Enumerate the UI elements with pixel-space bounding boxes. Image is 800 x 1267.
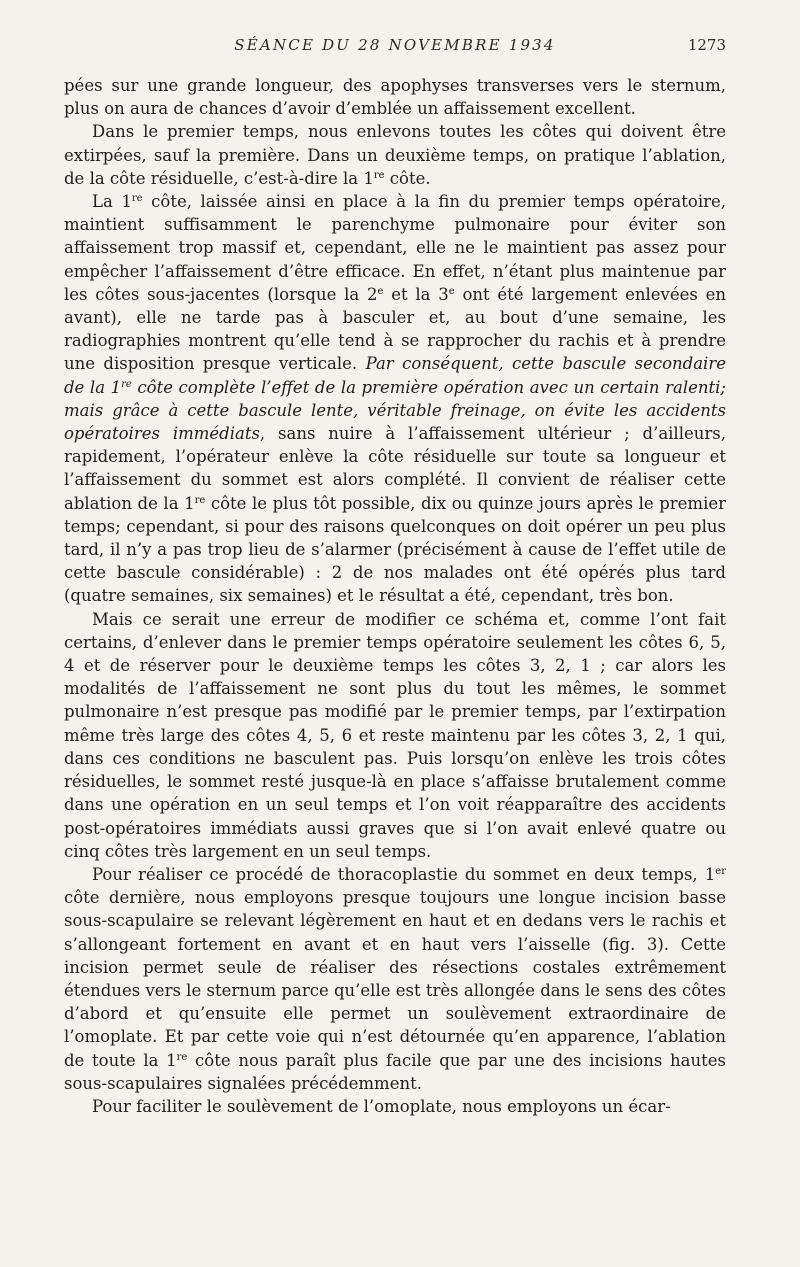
ordinal-superscript: e bbox=[448, 285, 455, 297]
running-title: SÉANCE DU 28 NOVEMBRE 1934 bbox=[234, 36, 556, 54]
text-run: pées sur une grande longueur, des apophyses transverses vers le sternum, plus on aura de chances d’avoir d’emblée un affaissement excellent. bbox=[64, 76, 726, 119]
text-run: , sans nuire à l’affaissement ultérieur ; d’ailleurs, rapidement, l’opérateur enlève la côte résiduelle sur toute sa longueur et l’affaissement du sommet est alors complété. Il convient de réaliser cette ablation de la 1 bbox=[64, 424, 726, 513]
text-run: La 1 bbox=[92, 192, 132, 212]
ordinal-superscript: re bbox=[176, 1051, 188, 1063]
paragraph bbox=[64, 190, 726, 608]
italic-text-run: Par conséquent, cette bascule secondaire de la 1 bbox=[64, 354, 726, 397]
paragraph bbox=[64, 1095, 726, 1118]
text-run: Mais ce serait une erreur de modifier ce schéma et, comme l’ont fait certains, d’enlever dans le premier temps opératoire seulement les côtes 6, 5, 4 et de réserver pour le deuxième temps les côtes 3, 2, 1 ; car alors les modalités de l’affaissement ne sont plus du tout les mêmes, le sommet pulmonaire n’est presque pas modifié par le premier temps, par l’extirpation même très large des côtes 4, 5, 6 et reste maintenu par les côtes 3, 2, 1 qui, dans ces conditions ne basculent pas. Puis lorsqu’on enlève les trois côtes résiduelles, le sommet resté jusque-là en place s’affaisse brutalement comme dans une opération en un seul temps et l’on voit réapparaître des accidents post-opératoires immédiats aussi graves que si l’on avait enlevé quatre ou cinq côtes très largement en un seul temps. bbox=[64, 609, 726, 861]
ordinal-superscript: e bbox=[377, 285, 384, 297]
italic-text-run: côte complète l’effet de la première opération avec un certain ralenti; mais grâce à cette bascule lente, véritable freinage, on évite les accidents opératoires immédiats bbox=[64, 377, 726, 444]
text-run: côte le plus tôt possible, dix ou quinze jours après le premier temps; cependant, si pour des raisons quelconques on doit opérer un peu plus tard, il n’y a pas trop lieu de s’alarmer (précisément à cause de l’effet utile de cette bascule considérable) : 2 de nos malades ont été opérés plus tard (quatre semaines, six semaines) et le résultat a été, cependant, très bon. bbox=[64, 493, 726, 606]
ordinal-superscript: re bbox=[131, 193, 143, 205]
text-run: Dans le premier temps, nous enlevons toutes les côtes qui doivent être extirpées, sauf la première. Dans un deuxième temps, on pratique l’ablation, de la côte résiduelle, c’est-à-dire la 1 bbox=[64, 122, 726, 188]
ordinal-superscript: re bbox=[121, 378, 132, 390]
text-run: côte, laissée ainsi en place à la fin du premier temps opératoire, maintient suffisamment le parenchyme pulmonaire pour éviter son affaissement trop massif et, cependant, elle ne le maintient pas assez pour empêcher l’affaissement d’être efficace. En effet, n’étant plus maintenue par les côtes sous-jacentes (lorsque la 2 bbox=[64, 192, 726, 304]
paragraph bbox=[64, 120, 726, 190]
paragraph bbox=[64, 608, 726, 863]
text-run: Pour faciliter le soulèvement de l’omoplate, nous employons un écar- bbox=[92, 1096, 671, 1116]
body-text bbox=[64, 74, 726, 1118]
paragraph-continuation bbox=[64, 74, 726, 120]
ordinal-superscript: er bbox=[715, 865, 726, 877]
text-run: côte. bbox=[384, 168, 431, 188]
text-run: Pour réaliser ce procédé de thoracoplastie du sommet en deux temps, 1 bbox=[92, 864, 716, 884]
text-run: ont été largement enlevées en avant), elle ne tarde pas à basculer et, au bout d’une semaine, les radiographies montrent qu’elle tend à se rapprocher du rachis et à prendre une disposition presque verticale. bbox=[64, 284, 727, 374]
ordinal-superscript: re bbox=[373, 169, 385, 181]
text-run: côte nous paraît plus facile que par une des incisions hautes sous-scapulaires signalées précédemment. bbox=[64, 1050, 726, 1093]
paragraph bbox=[64, 863, 726, 1095]
text-run: et la 3 bbox=[383, 284, 449, 304]
ordinal-superscript: re bbox=[194, 494, 206, 506]
text-run: côte dernière, nous employons presque toujours une longue incision basse sous-scapulaire se relevant légèrement en haut et en dedans vers le rachis et s’allongeant fortement en avant et en haut vers l’aisselle (fig. 3). Cette incision permet seule de réaliser des résections costales extrêmement étendues vers le sternum parce qu’elle est très allongée dans le sens des côtes d’abord et qu’ensuite elle permet un soulèvement extraordinaire de l’omoplate. Et par cette voie qui n’est détournée qu’en apparence, l’ablation de toute la 1 bbox=[64, 888, 726, 1070]
running-head bbox=[64, 36, 726, 60]
page-number: 1273 bbox=[687, 36, 726, 54]
